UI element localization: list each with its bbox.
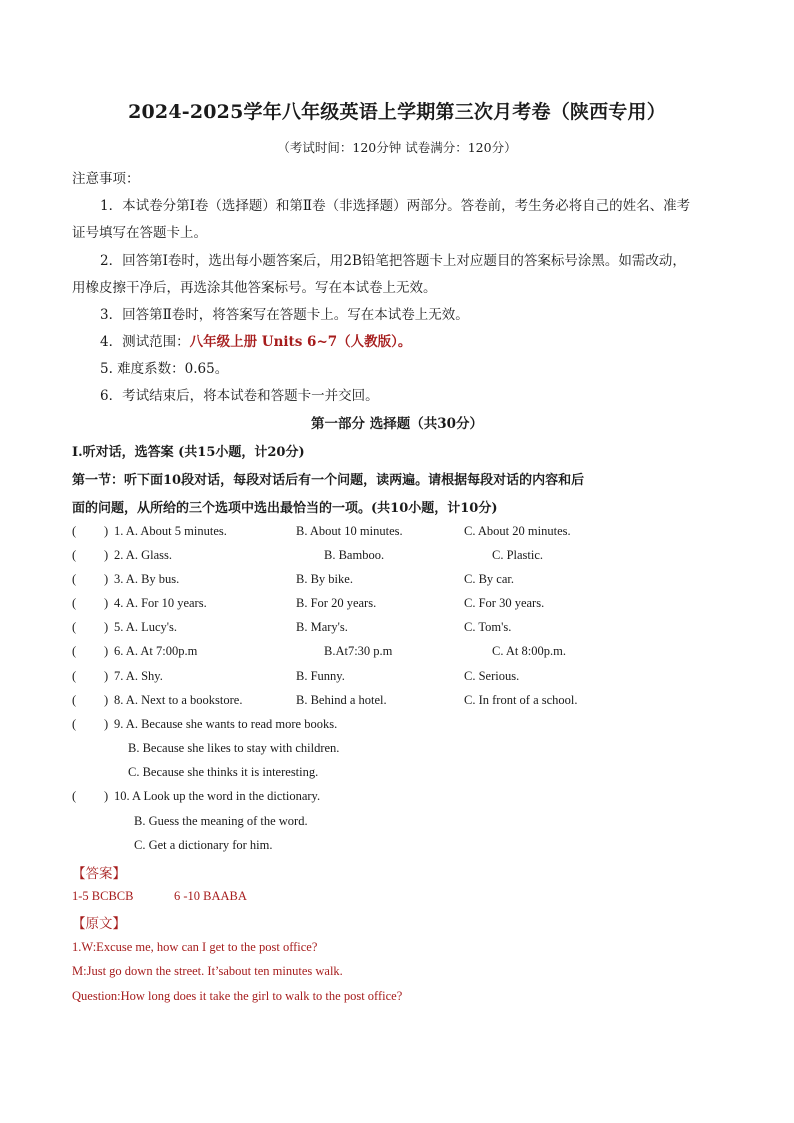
notes-item: 3．回答第Ⅱ卷时，将答案写在答题卡上。写在本试卷上无效。 <box>100 307 469 323</box>
option-a: 6. A. At 7:00p.m <box>114 644 198 658</box>
option-a: 8. A. Next to a bookstore. <box>114 693 243 707</box>
instruction: 第一节：听下面10段对话，每段对话后有一个问题，读两遍。请根据每段对话的内容和后 <box>72 473 585 488</box>
transcript-label: 【原文】 <box>72 916 126 932</box>
option-c: C. Plastic. <box>492 548 544 562</box>
notes-item: 用橡皮擦干净后，再选涂其他答案标号。写在本试卷上无效。 <box>72 280 437 296</box>
option-a: 9. A. Because she wants to read more books. <box>114 717 338 731</box>
answer-key-1: 1-5 BCBCB <box>72 889 134 903</box>
question-row <box>72 572 772 590</box>
answer-label: 【答案】 <box>72 866 126 882</box>
answer-paren-close: ) <box>104 572 109 586</box>
question-row <box>72 693 772 711</box>
option-c: C. Because she thinks it is interesting. <box>128 765 319 779</box>
transcript-line: M:Just go down the street. It’sabout ten minutes walk. <box>72 964 343 978</box>
answer-paren-open: ( <box>72 548 77 562</box>
answer-paren-open: ( <box>72 693 77 707</box>
notes-item-scope <box>100 330 411 350</box>
option-c: C. In front of a school. <box>464 693 578 707</box>
option-b: B. Guess the meaning of the word. <box>134 814 308 828</box>
notes-item: 2．回答第Ⅰ卷时，选出每小题答案后，用2B铅笔把答题卡上对应题目的答案标号涂黑。如需改动， <box>100 253 686 269</box>
option-b: B.At7:30 p.m <box>324 644 393 658</box>
option-c: C. By car. <box>464 572 514 586</box>
answer-paren-open: ( <box>72 620 77 634</box>
answer-paren-open: ( <box>72 669 77 683</box>
notes-item: 6．考试结束后，将本试卷和答题卡一并交回。 <box>100 388 379 404</box>
answer-paren-close: ) <box>104 669 109 683</box>
option-a: 10. A Look up the word in the dictionary. <box>114 789 321 803</box>
answer-paren-close: ) <box>104 693 109 707</box>
option-c: C. At 8:00p.m. <box>492 644 566 658</box>
answer-paren-close: ) <box>104 596 109 610</box>
scope-prefix: 4．测试范围： <box>100 334 190 350</box>
question-row <box>72 524 772 542</box>
question-row <box>72 669 772 687</box>
option-a: 2. A. Glass. <box>114 548 172 562</box>
option-c: C. Serious. <box>464 669 520 683</box>
answer-paren-open: ( <box>72 524 77 538</box>
option-b: B. Behind a hotel. <box>296 693 387 707</box>
option-b: B. By bike. <box>296 572 353 586</box>
notes-item: 1．本试卷分第Ⅰ卷（选择题）和第Ⅱ卷（非选择题）两部分。答卷前，考生务必将自己的姓名、准考 <box>100 198 691 214</box>
notes-item: 5. 难度系数：0.65。 <box>100 361 229 377</box>
answer-paren-close: ) <box>104 644 109 658</box>
page-title: 2024-2025学年八年级英语上学期第三次月考卷（陕西专用） <box>128 101 666 123</box>
option-b: B. About 10 minutes. <box>296 524 403 538</box>
instruction: 面的问题，从所给的三个选项中选出最恰当的一项。(共10小题，计10分) <box>72 501 498 516</box>
option-a: 1. A. About 5 minutes. <box>114 524 227 538</box>
answer-paren-open: ( <box>72 644 77 658</box>
answer-paren-close: ) <box>104 524 109 538</box>
answer-key-2: 6 -10 BAABA <box>174 889 247 903</box>
option-a: 7. A. Shy. <box>114 669 163 683</box>
option-c: C. Get a dictionary for him. <box>134 838 273 852</box>
option-c: C. About 20 minutes. <box>464 524 571 538</box>
answer-paren-close: ) <box>104 789 109 803</box>
option-b: B. Because she likes to stay with children. <box>128 741 340 755</box>
answer-paren-close: ) <box>104 620 109 634</box>
option-c: C. For 30 years. <box>464 596 545 610</box>
answer-paren-close: ) <box>104 717 109 731</box>
part1-heading: 第一部分 选择题（共30分） <box>311 416 483 432</box>
question-row <box>72 548 772 566</box>
transcript-line: Question:How long does it take the girl to walk to the post office? <box>72 989 403 1003</box>
answer-paren-open: ( <box>72 717 77 731</box>
notes-heading: 注意事项： <box>72 171 140 187</box>
option-b: B. Mary's. <box>296 620 348 634</box>
question-row <box>72 644 772 662</box>
option-b: B. Bamboo. <box>324 548 385 562</box>
notes-item: 证号填写在答题卡上。 <box>72 225 207 241</box>
option-a: 3. A. By bus. <box>114 572 180 586</box>
question-row <box>72 596 772 614</box>
question-row <box>72 789 772 807</box>
scope-value: 八年级上册 Units 6~7（人教版）。 <box>189 334 412 350</box>
question-row <box>72 620 772 638</box>
answer-paren-open: ( <box>72 596 77 610</box>
transcript-line: 1.W:Excuse me, how can I get to the post office? <box>72 940 318 954</box>
option-b: B. For 20 years. <box>296 596 377 610</box>
option-c: C. Tom's. <box>464 620 512 634</box>
option-a: 5. A. Lucy's. <box>114 620 178 634</box>
exam-subtitle: （考试时间：120分钟 试卷满分：120分） <box>277 140 517 155</box>
option-b: B. Funny. <box>296 669 345 683</box>
option-a: 4. A. For 10 years. <box>114 596 207 610</box>
answer-paren-open: ( <box>72 789 77 803</box>
answer-paren-open: ( <box>72 572 77 586</box>
section-title: Ⅰ.听对话，选答案 (共15小题，计20分) <box>72 445 305 460</box>
answer-paren-close: ) <box>104 548 109 562</box>
question-row <box>72 717 772 735</box>
